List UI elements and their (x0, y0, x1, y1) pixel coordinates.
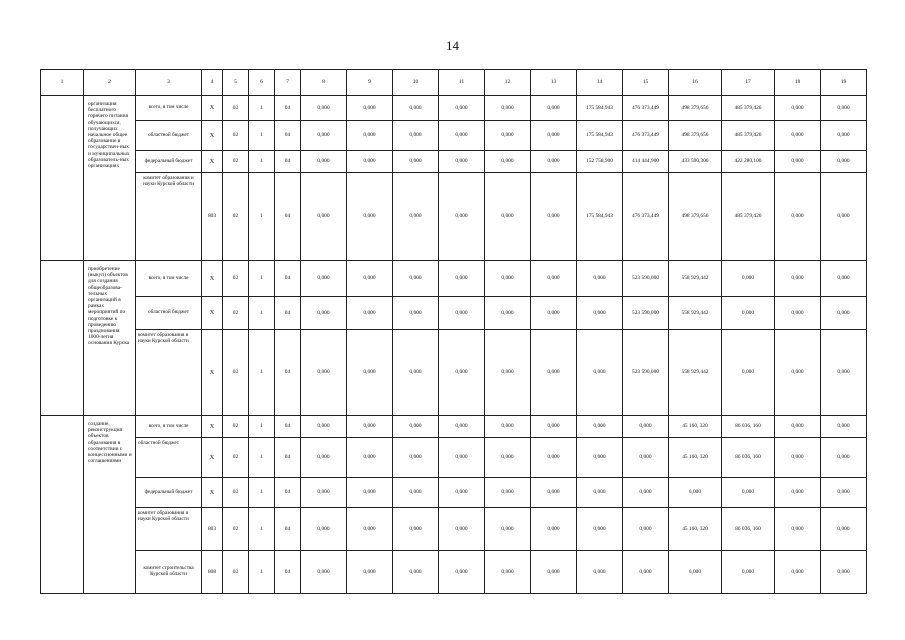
empty-cell (41, 96, 84, 261)
funding-source: федеральный бюджет (136, 151, 202, 173)
column-header-10: 10 (393, 70, 439, 96)
value-cell: 0,000 (393, 508, 439, 551)
value-cell: 0,000 (821, 438, 867, 478)
value-cell: 0,000 (393, 297, 439, 330)
value-cell: 0,000 (577, 438, 623, 478)
value-cell: 0,000 (775, 151, 821, 173)
column-header-8: 8 (301, 70, 347, 96)
value-cell: 0,000 (722, 551, 775, 594)
measure-name: создание, реконструкция объектов образования в соответствии с концессионными и соглашениями (84, 416, 136, 594)
code-cell-c5: 02 (223, 121, 249, 151)
code-cell-c6: 1 (249, 151, 275, 173)
value-cell: 0,000 (301, 478, 347, 508)
code-cell-c7: 04 (275, 438, 301, 478)
column-header-7: 7 (275, 70, 301, 96)
value-cell: 0,000 (821, 261, 867, 297)
value-cell: 0,000 (531, 96, 577, 121)
value-cell: 0,000 (531, 261, 577, 297)
code-cell-c6: 1 (249, 416, 275, 438)
value-cell: 433 590,300 (669, 151, 722, 173)
value-cell: 0,000 (722, 297, 775, 330)
value-cell: 0,000 (577, 478, 623, 508)
value-cell: 0,000 (485, 416, 531, 438)
code-cell-c7: 04 (275, 551, 301, 594)
value-cell: 0,000 (577, 330, 623, 416)
measure-name: приобретение (выкуп) объектов для создания общеобразова-тельных организаций в рамках мероприятий по подготовке к проведению празднования 1000-летия основания Курска (84, 261, 136, 416)
column-header-6: 6 (249, 70, 275, 96)
column-header-3: 3 (136, 70, 202, 96)
code-cell-c6: 1 (249, 96, 275, 121)
value-cell: 0,000 (347, 261, 393, 297)
column-header-19: 19 (821, 70, 867, 96)
empty-cell (41, 261, 84, 416)
value-cell: 0,000 (439, 330, 485, 416)
value-cell: 0,000 (485, 173, 531, 261)
code-cell-c5: 02 (223, 478, 249, 508)
value-cell: 175 584,943 (577, 173, 623, 261)
value-cell: 152 758,900 (577, 151, 623, 173)
value-cell: 0,000 (531, 297, 577, 330)
value-cell: 0,000 (301, 96, 347, 121)
funding-source: федеральный бюджет (136, 478, 202, 508)
value-cell: 558 929,442 (669, 330, 722, 416)
measure-name: организация бесплатного горячего питания обучающихся, получающих начальное общее образование в государствен-ных и муниципальных образователь-ных организациях (84, 96, 136, 261)
table-row (41, 330, 867, 416)
value-cell: 45 160, 320 (669, 438, 722, 478)
value-cell: 558 929,442 (669, 297, 722, 330)
code-cell-c6: 1 (249, 478, 275, 508)
budget-table (40, 69, 867, 594)
value-cell: 0,000 (821, 96, 867, 121)
value-cell: 175 584,943 (577, 96, 623, 121)
funding-source: областной бюджет (136, 121, 202, 151)
code-cell-c7: 04 (275, 173, 301, 261)
table-row (41, 297, 867, 330)
value-cell: 0,000 (347, 121, 393, 151)
column-header-13: 13 (531, 70, 577, 96)
value-cell: 0,000 (347, 297, 393, 330)
code-cell-c5: 02 (223, 416, 249, 438)
value-cell: 0,000 (439, 438, 485, 478)
value-cell: 476 373,449 (623, 173, 669, 261)
value-cell: 0,000 (577, 297, 623, 330)
code-cell-c4: X (202, 151, 223, 173)
value-cell: 0,000 (439, 416, 485, 438)
table-row (41, 416, 867, 438)
value-cell: 0,000 (669, 478, 722, 508)
value-cell: 0,000 (439, 173, 485, 261)
funding-source: комитет образования и науки Курской области (136, 508, 202, 551)
column-header-11: 11 (439, 70, 485, 96)
code-cell-c6: 1 (249, 297, 275, 330)
code-cell-c4: 803 (202, 508, 223, 551)
value-cell: 523 590,000 (623, 261, 669, 297)
value-cell: 0,000 (393, 416, 439, 438)
value-cell: 0,000 (347, 478, 393, 508)
column-header-17: 17 (722, 70, 775, 96)
value-cell: 0,000 (623, 508, 669, 551)
code-cell-c4: X (202, 416, 223, 438)
value-cell: 0,000 (347, 416, 393, 438)
funding-source: областной бюджет (136, 297, 202, 330)
column-header-4: 4 (202, 70, 223, 96)
value-cell: 0,000 (722, 330, 775, 416)
code-cell-c5: 02 (223, 508, 249, 551)
value-cell: 0,000 (531, 173, 577, 261)
value-cell: 0,000 (531, 416, 577, 438)
value-cell: 0,000 (669, 551, 722, 594)
value-cell: 0,000 (722, 261, 775, 297)
value-cell: 422 280,100 (722, 151, 775, 173)
value-cell: 0,000 (775, 261, 821, 297)
column-header-14: 14 (577, 70, 623, 96)
code-cell-c4: X (202, 261, 223, 297)
column-header-9: 9 (347, 70, 393, 96)
value-cell: 0,000 (577, 508, 623, 551)
code-cell-c7: 04 (275, 330, 301, 416)
value-cell: 0,000 (439, 297, 485, 330)
value-cell: 0,000 (485, 438, 531, 478)
value-cell: 86 036, 160 (722, 416, 775, 438)
code-cell-c7: 04 (275, 121, 301, 151)
code-cell-c4: X (202, 478, 223, 508)
value-cell: 0,000 (347, 96, 393, 121)
code-cell-c5: 02 (223, 173, 249, 261)
value-cell: 0,000 (485, 121, 531, 151)
value-cell: 0,000 (775, 173, 821, 261)
value-cell: 485 379,426 (722, 96, 775, 121)
value-cell: 0,000 (775, 508, 821, 551)
code-cell-c6: 1 (249, 330, 275, 416)
code-cell-c4: X (202, 297, 223, 330)
value-cell: 0,000 (821, 508, 867, 551)
code-cell-c7: 04 (275, 151, 301, 173)
code-cell-c4: 803 (202, 173, 223, 261)
value-cell: 523 590,000 (623, 297, 669, 330)
code-cell-c4: X (202, 330, 223, 416)
value-cell: 0,000 (393, 151, 439, 173)
value-cell: 86 036, 160 (722, 508, 775, 551)
value-cell: 0,000 (623, 438, 669, 478)
table-row (41, 478, 867, 508)
value-cell: 0,000 (301, 508, 347, 551)
code-cell-c5: 02 (223, 261, 249, 297)
funding-source: всего, в том числе (136, 416, 202, 438)
funding-source: всего, в том числе (136, 96, 202, 121)
value-cell: 0,000 (775, 438, 821, 478)
code-cell-c5: 02 (223, 96, 249, 121)
code-cell-c6: 1 (249, 438, 275, 478)
value-cell: 0,000 (347, 438, 393, 478)
code-cell-c4: X (202, 121, 223, 151)
code-cell-c5: 02 (223, 151, 249, 173)
code-cell-c6: 1 (249, 261, 275, 297)
value-cell: 175 584,943 (577, 121, 623, 151)
value-cell: 498 379,656 (669, 173, 722, 261)
value-cell: 0,000 (531, 551, 577, 594)
value-cell: 0,000 (439, 261, 485, 297)
column-header-12: 12 (485, 70, 531, 96)
value-cell: 0,000 (301, 416, 347, 438)
value-cell: 0,000 (775, 121, 821, 151)
funding-source: всего, в том числе (136, 261, 202, 297)
value-cell: 0,000 (531, 508, 577, 551)
value-cell: 0,000 (485, 478, 531, 508)
code-cell-c6: 1 (249, 173, 275, 261)
value-cell: 0,000 (393, 173, 439, 261)
code-cell-c6: 1 (249, 508, 275, 551)
funding-source: областной бюджет (136, 438, 202, 478)
value-cell: 0,000 (347, 508, 393, 551)
code-cell-c5: 02 (223, 551, 249, 594)
code-cell-c7: 04 (275, 416, 301, 438)
value-cell: 0,000 (531, 151, 577, 173)
value-cell: 0,000 (531, 438, 577, 478)
code-cell-c4: X (202, 438, 223, 478)
value-cell: 0,000 (623, 478, 669, 508)
value-cell: 86 036, 160 (722, 438, 775, 478)
value-cell: 0,000 (439, 478, 485, 508)
value-cell: 0,000 (485, 261, 531, 297)
code-cell-c5: 02 (223, 330, 249, 416)
empty-cell (41, 416, 84, 594)
table-row (41, 551, 867, 594)
value-cell: 0,000 (347, 551, 393, 594)
value-cell: 45 160, 320 (669, 508, 722, 551)
value-cell: 0,000 (301, 330, 347, 416)
funding-source: комитет строительства Курской области (136, 551, 202, 594)
code-cell-c5: 02 (223, 438, 249, 478)
value-cell: 0,000 (775, 297, 821, 330)
table-row (41, 508, 867, 551)
value-cell: 0,000 (485, 330, 531, 416)
value-cell: 498 379,656 (669, 121, 722, 151)
value-cell: 485 379,426 (722, 121, 775, 151)
value-cell: 0,000 (393, 551, 439, 594)
value-cell: 0,000 (821, 416, 867, 438)
table-body (41, 70, 867, 594)
page-number: 14 (446, 38, 459, 53)
code-cell-c4: 808 (202, 551, 223, 594)
column-header-5: 5 (223, 70, 249, 96)
code-cell-c7: 04 (275, 508, 301, 551)
value-cell: 0,000 (485, 551, 531, 594)
value-cell: 45 160, 320 (669, 416, 722, 438)
value-cell: 0,000 (301, 173, 347, 261)
value-cell: 0,000 (821, 173, 867, 261)
value-cell: 0,000 (775, 478, 821, 508)
value-cell: 0,000 (821, 121, 867, 151)
value-cell: 0,000 (821, 151, 867, 173)
value-cell: 0,000 (347, 173, 393, 261)
value-cell: 0,000 (301, 261, 347, 297)
value-cell: 0,000 (439, 151, 485, 173)
value-cell: 0,000 (775, 96, 821, 121)
funding-source: комитет образования и науки Курской области (136, 173, 202, 261)
value-cell: 0,000 (531, 121, 577, 151)
value-cell: 0,000 (821, 297, 867, 330)
value-cell: 0,000 (485, 151, 531, 173)
value-cell: 0,000 (531, 478, 577, 508)
column-header-18: 18 (775, 70, 821, 96)
value-cell: 0,000 (301, 151, 347, 173)
table-row (41, 96, 867, 121)
code-cell-c7: 04 (275, 297, 301, 330)
table-row (41, 151, 867, 173)
value-cell: 485 379,426 (722, 173, 775, 261)
column-header-2: 2 (84, 70, 136, 96)
code-cell-c7: 04 (275, 478, 301, 508)
value-cell: 0,000 (485, 96, 531, 121)
table-row (41, 173, 867, 261)
code-cell-c5: 02 (223, 297, 249, 330)
value-cell: 0,000 (393, 121, 439, 151)
value-cell: 0,000 (485, 508, 531, 551)
value-cell: 0,000 (439, 96, 485, 121)
value-cell: 0,000 (347, 151, 393, 173)
code-cell-c7: 04 (275, 96, 301, 121)
value-cell: 498 379,656 (669, 96, 722, 121)
header-row (41, 70, 867, 96)
value-cell: 0,000 (301, 551, 347, 594)
value-cell: 558 929,442 (669, 261, 722, 297)
column-header-1: 1 (41, 70, 84, 96)
column-header-15: 15 (623, 70, 669, 96)
table-row (41, 121, 867, 151)
value-cell: 0,000 (393, 261, 439, 297)
code-cell-c7: 04 (275, 261, 301, 297)
value-cell: 0,000 (577, 261, 623, 297)
value-cell: 0,000 (722, 478, 775, 508)
value-cell: 0,000 (393, 438, 439, 478)
value-cell: 0,000 (577, 551, 623, 594)
value-cell: 0,000 (577, 416, 623, 438)
value-cell: 414 444,900 (623, 151, 669, 173)
value-cell: 0,000 (775, 330, 821, 416)
value-cell: 0,000 (347, 330, 393, 416)
value-cell: 0,000 (439, 508, 485, 551)
code-cell-c6: 1 (249, 121, 275, 151)
value-cell: 0,000 (623, 551, 669, 594)
value-cell: 0,000 (623, 416, 669, 438)
column-header-16: 16 (669, 70, 722, 96)
value-cell: 0,000 (775, 551, 821, 594)
value-cell: 0,000 (775, 416, 821, 438)
value-cell: 476 373,449 (623, 96, 669, 121)
table-row (41, 261, 867, 297)
value-cell: 476 373,449 (623, 121, 669, 151)
value-cell: 523 590,000 (623, 330, 669, 416)
value-cell: 0,000 (393, 478, 439, 508)
code-cell-c4: X (202, 96, 223, 121)
value-cell: 0,000 (301, 297, 347, 330)
value-cell: 0,000 (393, 330, 439, 416)
code-cell-c6: 1 (249, 551, 275, 594)
value-cell: 0,000 (439, 121, 485, 151)
value-cell: 0,000 (821, 478, 867, 508)
value-cell: 0,000 (393, 96, 439, 121)
value-cell: 0,000 (301, 121, 347, 151)
value-cell: 0,000 (531, 330, 577, 416)
funding-source: комитет образования и науки Курской области (136, 330, 202, 416)
value-cell: 0,000 (485, 297, 531, 330)
value-cell: 0,000 (821, 551, 867, 594)
value-cell: 0,000 (821, 330, 867, 416)
table-row (41, 438, 867, 478)
value-cell: 0,000 (439, 551, 485, 594)
value-cell: 0,000 (301, 438, 347, 478)
